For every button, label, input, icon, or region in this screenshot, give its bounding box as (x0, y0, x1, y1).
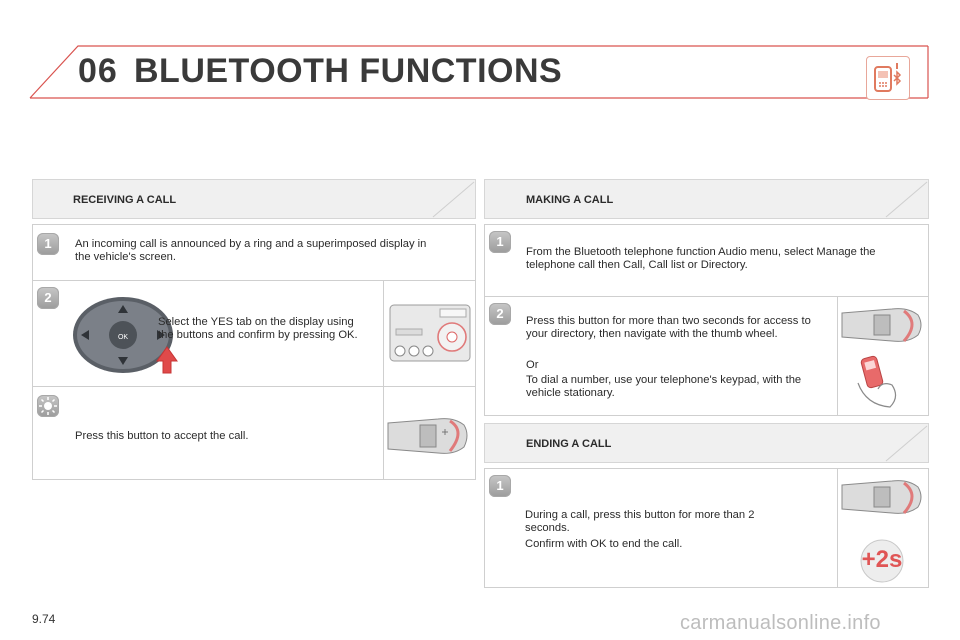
end-step-1 (484, 468, 929, 588)
duration-label: +2s (861, 546, 903, 573)
step-text: An incoming call is announced by a ring and a superimposed display in the vehicle's screen. (75, 238, 427, 263)
section-title: ENDING A CALL (526, 438, 612, 450)
page-number: 9.74 (32, 612, 56, 626)
chapter-title: BLUETOOTH FUNCTIONS (134, 52, 563, 90)
step-badge: 1 (37, 233, 59, 255)
radio-unit-illustration (383, 281, 475, 387)
make-step-1 (484, 224, 929, 298)
tip-icon (37, 395, 59, 417)
step-badge: 1 (489, 475, 511, 497)
step-text-2: To dial a number, use your telephone's keypad, with the vehicle stationary. (526, 374, 802, 399)
section-title: RECEIVING A CALL (73, 194, 177, 206)
chapter-number: 06 (78, 52, 118, 90)
make-step-2 (484, 296, 929, 416)
receive-step-1 (32, 224, 476, 282)
section-title: MAKING A CALL (526, 194, 614, 206)
step-text: Select the YES tab on the display using the buttons and confirm by pressing OK. (158, 316, 358, 341)
step-badge: 2 (37, 287, 59, 309)
step-text: During a call, press this button for more than 2 seconds. (525, 509, 755, 534)
step-text-2: Confirm with OK to end the call. (525, 538, 683, 550)
making-section-header (484, 179, 929, 219)
steering-stalk-illustration (383, 387, 475, 479)
step-badge: 1 (489, 231, 511, 253)
watermark: carmanualsonline.info (680, 612, 881, 634)
receive-tip (32, 386, 476, 480)
step-text: Press this button for more than two seconds for access to your directory, then navigate with the thumb wheel. (526, 315, 811, 340)
step-text: Press this button to accept the call. (75, 430, 249, 442)
stalk-and-duration-illustration (837, 469, 928, 587)
receive-step-2 (32, 280, 476, 388)
phone-bluetooth-icon (866, 56, 910, 100)
ok-label: OK (117, 334, 129, 341)
ending-section-header (484, 423, 929, 463)
stalk-and-phone-illustration (837, 297, 928, 415)
receiving-section-header (32, 179, 476, 219)
step-badge: 2 (489, 303, 511, 325)
or-text: Or (526, 359, 539, 371)
step-text: From the Bluetooth telephone function Audio menu, select Manage the telephone call then Call, Call list or Directory. (526, 246, 876, 271)
